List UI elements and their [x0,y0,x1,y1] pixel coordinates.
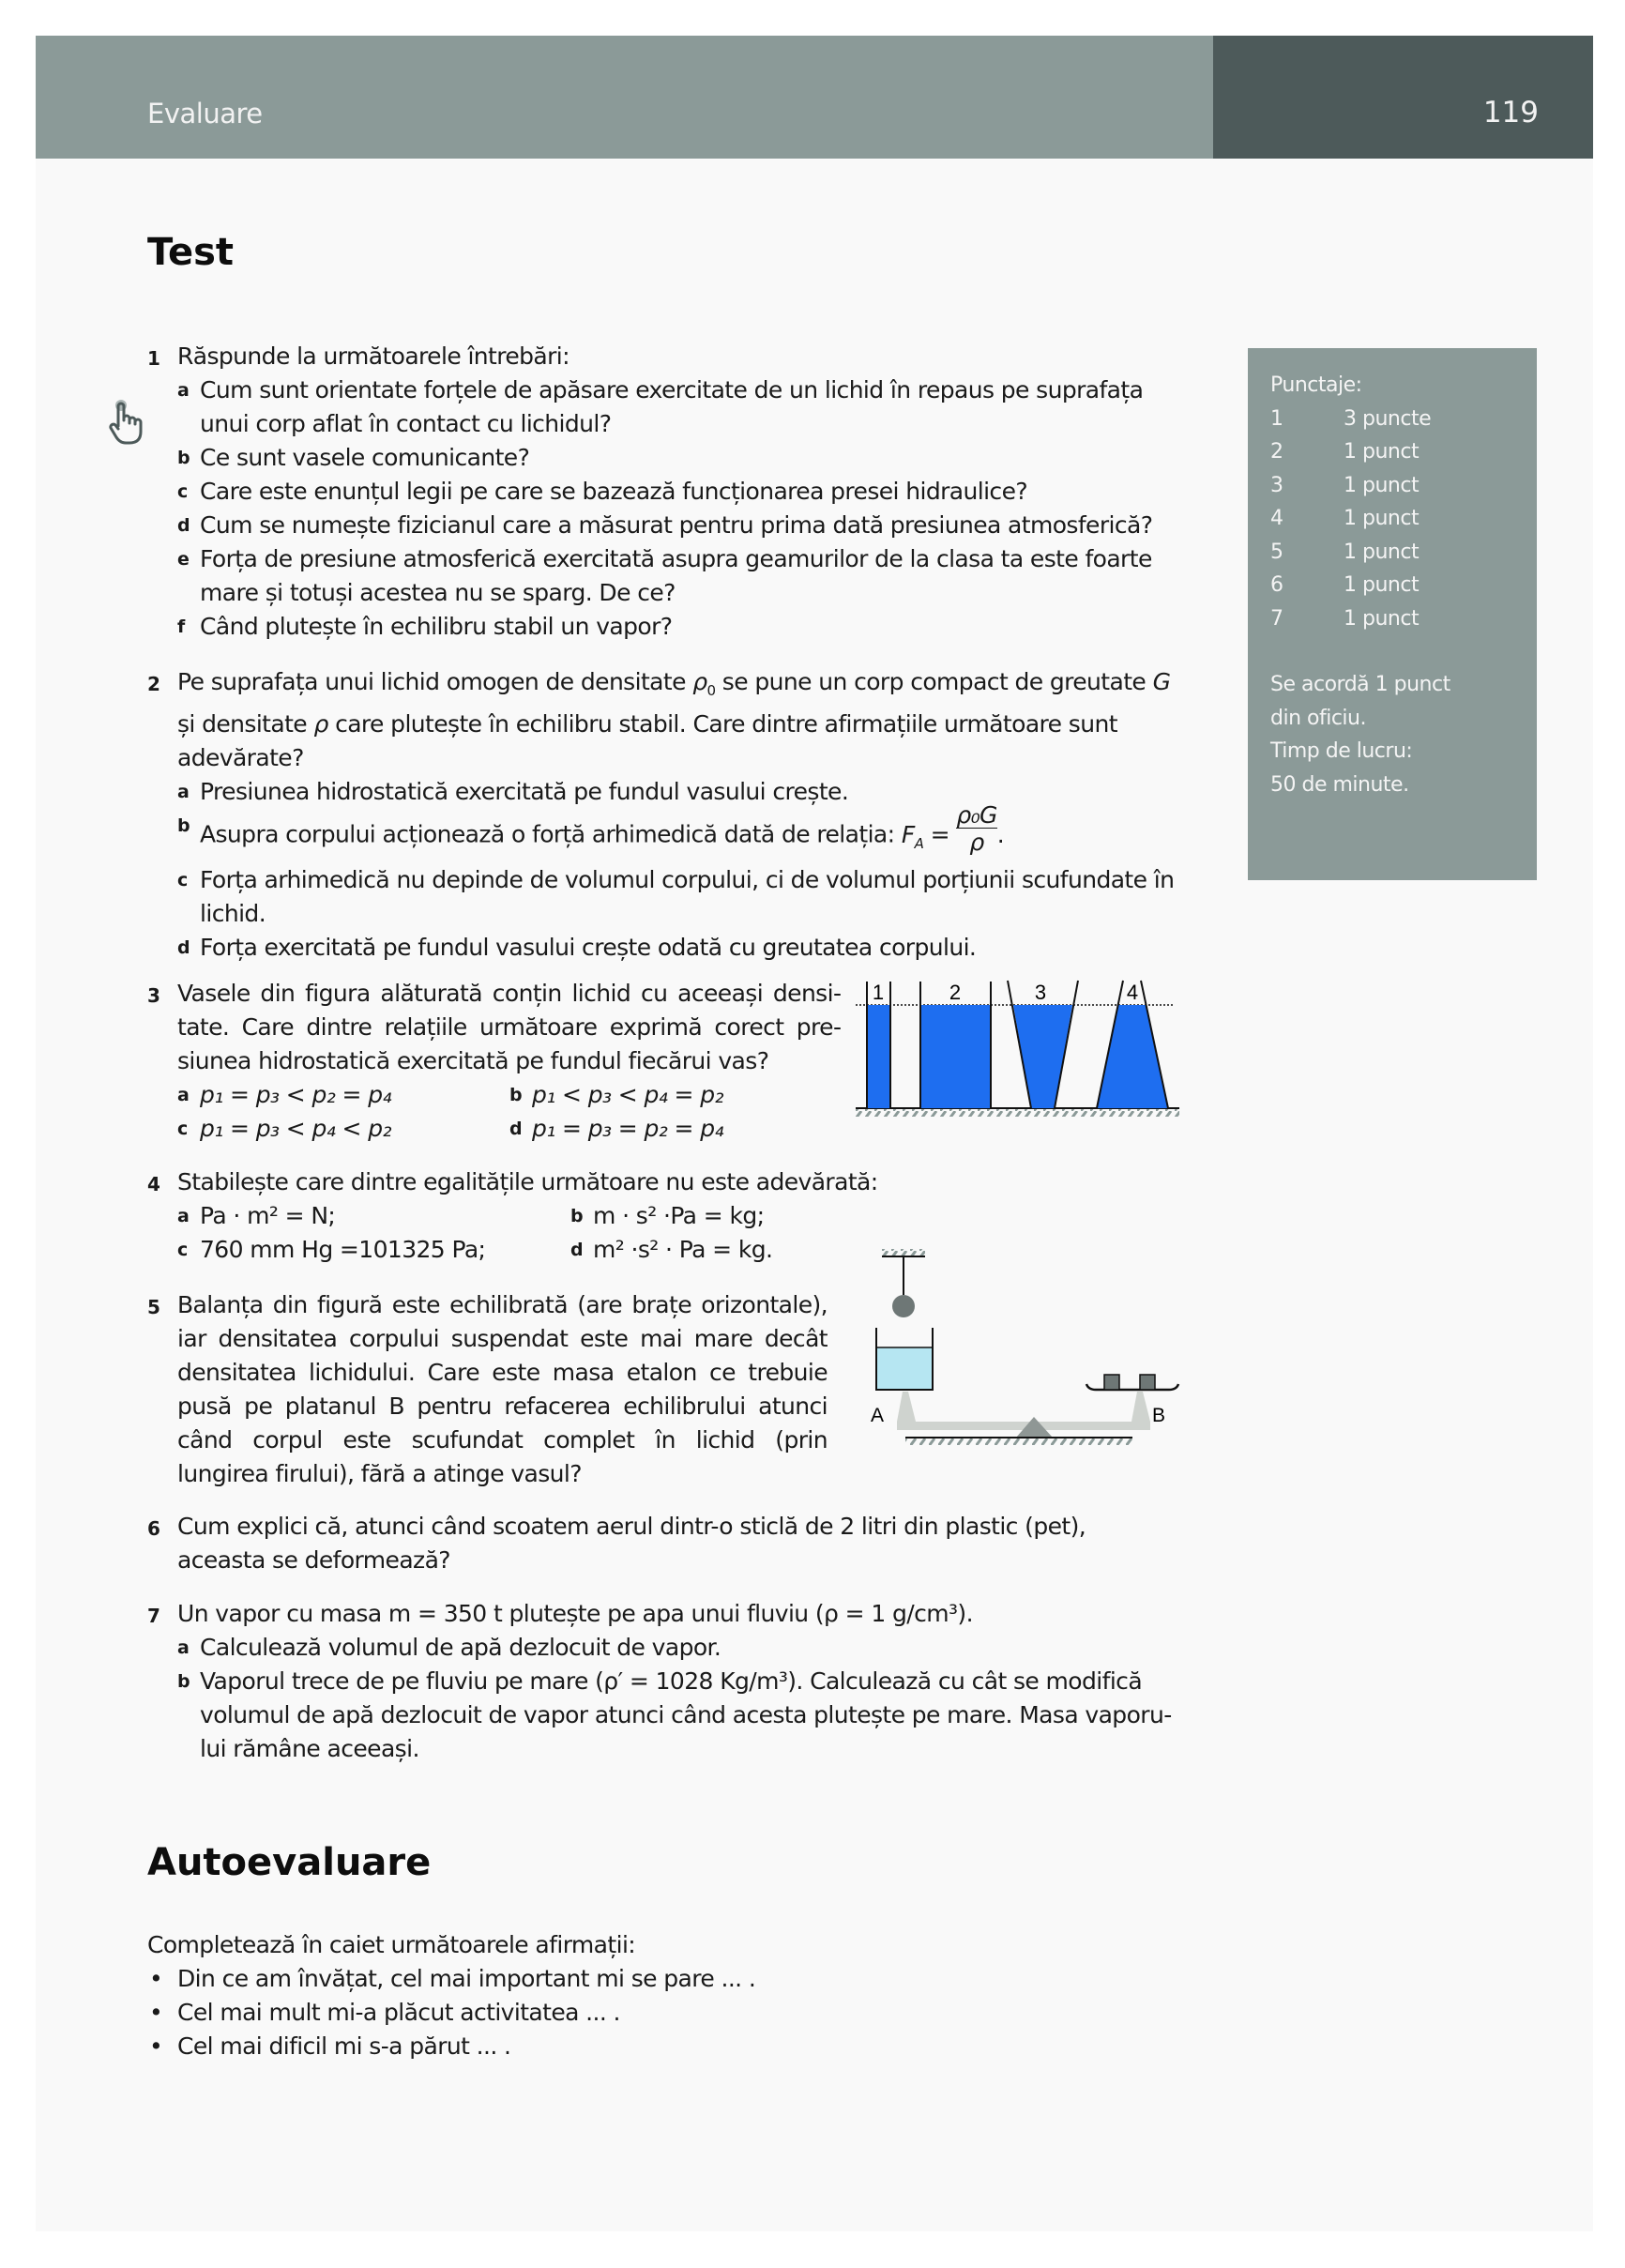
question-2 [147,665,1179,965]
options-row [177,1199,992,1233]
liquid [876,1347,933,1390]
option-a: a p₁ = p₃ < p₂ = p₄ [177,1081,391,1108]
option-d: d m² ·s² · Pa = kg. [570,1236,773,1263]
question-6 [147,1510,1179,1577]
self-assessment-list [147,1962,755,2063]
sub-item: d Cum se numește fizicianul care a măsurat pentru prima dată presiunea atmosferică? [177,511,1153,539]
question-number: 5 [147,1296,160,1318]
balance-beam [897,1422,1150,1430]
vessel-label: 4 [1126,981,1139,1004]
question-stem: Pe suprafața unui lichid omogen de densitate $\rho_0$ se pune un corp compact de greutate G și densitate ρ care plutește în echilibru stabil. Care dintre afirmațiile următoare sunt adevărate? [177,668,1171,771]
question-stem: Răspunde la următoarele întrebări: [177,342,570,370]
question-7 [147,1597,1179,1766]
scoring-note: Se acordă 1 punct [1270,673,1450,696]
section-title: Evaluare [147,98,263,129]
option-c: c 760 mm Hg =101325 Pa; [177,1236,486,1263]
sub-item: b Ce sunt vasele comunicante? [177,444,530,471]
formula: $F_A$ = $\frac{\text{ρ₀G}}{\rho}$ . [901,801,1005,856]
sub-item: a Cum sunt orientate forțele de apăsare exercitate de un lichid în repaus pe suprafața unui corp aflat în contact cu lichidul? [177,376,1144,437]
question-number: 4 [147,1173,160,1195]
sub-item: d Forța exercitată pe fundul vasului crește odată cu greutatea corpului. [177,934,977,961]
vessel-2-liquid [920,1005,991,1108]
sub-item: b Asupra corpului acționează o forță arhimedică dată de relația: $F_A$ = $\frac{\text{ρ₀G}}{\rho}$ . [177,801,1005,856]
time-note: 50 de minute. [1270,772,1409,797]
vessel-label: 1 [872,981,885,1004]
question-stem: Balanța din figură este echilibrată (are brațe orizontale), iar densitatea corpului suspendat este mai mare decât densitatea lichidului. Care este masa etalon ce trebuie pusă pe platanul B pentru refacerea echilibrului atunci când corpul este scufundat complet în lichid (prin lungirea firului), fără a atinge vasul? [177,1291,828,1487]
question-number: 2 [147,673,160,695]
score-row: 1 3 puncte [1270,406,1432,431]
test-title: Test [147,231,235,274]
list-item: • Cel mai dificil mi s-a părut ... . [149,2032,511,2060]
question-1 [147,340,1179,644]
score-row: 3 1 punct [1270,473,1420,497]
vessel-label: 3 [1034,981,1047,1004]
score-row: 5 1 punct [1270,540,1420,564]
question-stem: Cum explici că, atunci când scoatem aerul dintr-o sticlă de 2 litri din plastic (pet), aceasta se deformează? [177,1513,1086,1574]
sub-item: a Presiunea hidrostatică exercitată pe fundul vasului crește. [177,778,849,805]
list-item: • Din ce am învățat, cel mai important mi se pare ... . [149,1965,756,1992]
sub-item: f Când plutește în echilibru stabil un vapor? [177,613,673,640]
self-assessment-title: Autoevaluare [147,1841,432,1884]
option-b: b m · s² ·Pa = kg; [570,1202,765,1229]
page-number: 119 [1482,96,1539,129]
label-b: B [1152,1405,1166,1426]
vessel-1-liquid [867,1005,890,1108]
hand-pointer-icon [105,398,148,447]
self-assessment [147,1928,755,2063]
sub-item: c Forța arhimedică nu depinde de volumul corpului, ci de volumul porțiunii scufundate în lichid. [177,866,1175,927]
ground-hatch [856,1109,1179,1117]
time-note: Timp de lucru: [1270,739,1413,763]
list-item: • Cel mai mult mi-a plăcut activitatea ... . [149,1999,620,2026]
question-number: 7 [147,1605,160,1627]
options-row [177,1112,842,1146]
sub-item: a Calculează volumul de apă dezlocuit de vapor. [177,1634,721,1661]
suspended-body [892,1295,915,1317]
question-number: 1 [147,347,160,370]
option-a: a Pa · m² = N; [177,1202,336,1229]
pan-b [1086,1384,1178,1390]
question-stem: Stabilește care dintre egalitățile următoare nu este adevărată: [177,1168,878,1195]
label-a: A [871,1405,885,1426]
option-d: d p₁ = p₃ = p₂ = p₄ [509,1115,723,1142]
question-number: 3 [147,984,160,1007]
balance-figure [863,1243,1201,1478]
weight [1140,1375,1155,1390]
question-stem: Vasele din figura alăturată conțin lichid cu aceeași densitate. Care dintre relațiile următoare exprimă corect presiunea hidrostatică exercitată pe fundul fiecărui vas? [177,980,842,1074]
sub-item: b Vaporul trece de pe fluviu pe mare (ρ′ = 1028 Kg/m³). Calculează cu cât se modifică volumul de apă dezlocuit de vapor atunci când acesta plutește pe mare. Masa vaporului rămâne aceeași. [177,1667,1173,1762]
options-row [177,1078,842,1112]
vessel-label: 2 [949,981,962,1004]
self-assessment-intro: Completează în caiet următoarele afirmații: [147,1931,636,1958]
question-stem: Un vapor cu masa m = 350 t plutește pe apa unui fluviu (ρ = 1 g/cm³). [177,1600,973,1627]
question-3 [147,977,842,1146]
score-row: 4 1 punct [1270,507,1420,530]
question-number: 6 [147,1517,160,1540]
score-row: 6 1 punct [1270,573,1420,597]
vessels-figure [856,968,1184,1119]
option-b: b p₁ < p₃ < p₄ = p₂ [509,1081,723,1108]
scoring-sidebar [1248,348,1537,880]
weight [1104,1375,1119,1390]
question-5 [147,1288,828,1491]
sub-item: c Care este enunțul legii pe care se bazează funcționarea presei hidraulice? [177,478,1028,505]
option-c: c p₁ = p₃ < p₄ < p₂ [177,1115,391,1142]
score-row: 2 1 punct [1270,440,1420,464]
ground-hatch [905,1438,1132,1445]
sub-item: e Forța de presiune atmosferică exercitată asupra geamurilor de la clasa ta este foarte mare și totuși acestea nu se sparg. De ce? [177,545,1152,606]
score-row: 7 1 punct [1270,606,1420,631]
scoring-title: Punctaje: [1270,373,1362,397]
scoring-note: din oficiu. [1270,706,1366,730]
